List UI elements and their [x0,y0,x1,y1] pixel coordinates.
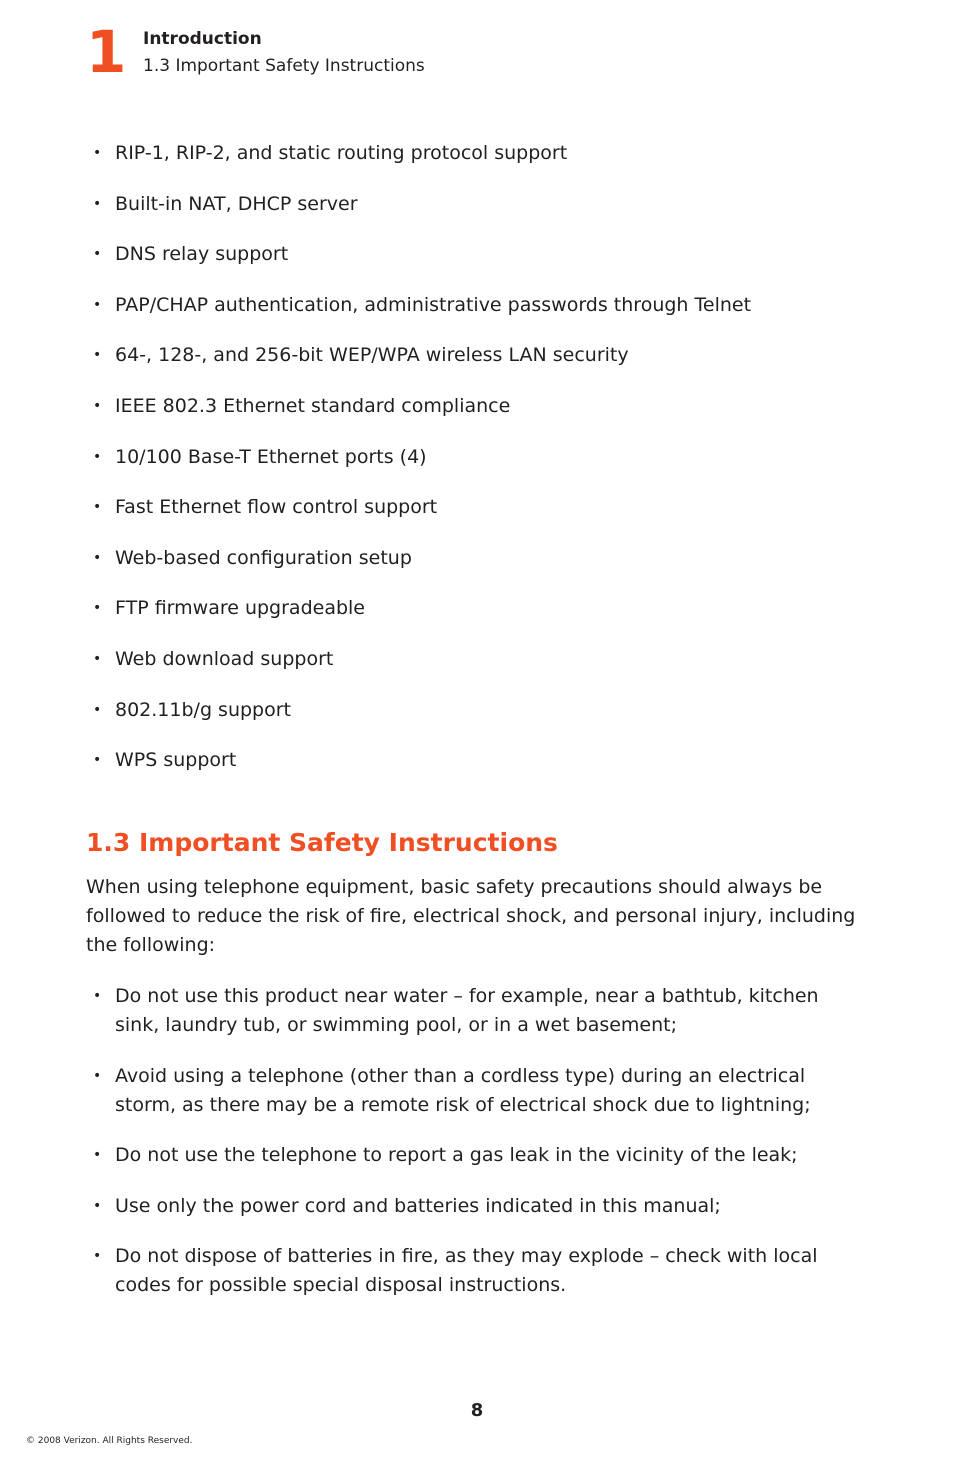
list-item-text: RIP-1, RIP-2, and static routing protocol support [115,142,568,164]
list-item-text: 802.11b/g support [115,698,291,721]
bullet-icon: • [93,549,102,566]
list-item [86,240,886,269]
list-item-text: Do not dispose of batteries in fire, as they may explode – check with local codes for possible special disposal instructions. [115,1245,818,1297]
list-item [86,1192,846,1221]
bullet-icon: • [93,397,102,414]
bullet-icon: • [93,195,102,212]
list-item [86,544,886,573]
bullet-icon: • [93,347,102,364]
safety-list [86,982,846,1322]
list-item-text: Use only the power cord and batteries indicated in this manual; [115,1194,721,1217]
list-item-text: 10/100 Base-T Ethernet ports (4) [115,445,427,468]
list-item-text: Avoid using a telephone (other than a cordless type) during an electrical storm, as there may be a remote risk of electrical shock due to lightning; [115,1064,811,1116]
list-item [86,341,886,370]
page-number: 8 [470,1400,484,1421]
list-item [86,746,886,775]
list-item [86,443,886,472]
chapter-number: 1 [86,18,125,86]
list-item [86,139,886,168]
bullet-icon: • [93,499,102,516]
header-section-label: 1.3 Important Safety Instructions [143,56,425,76]
list-item-text: WPS support [115,749,237,772]
list-item-text: FTP firmware upgradeable [115,597,365,620]
list-item [86,1242,846,1300]
list-item [86,493,886,522]
list-item-text: Web download support [115,647,334,670]
bullet-icon: • [93,246,102,263]
bullet-icon: • [93,988,102,1004]
list-item [86,291,886,320]
section-heading: 1.3 Important Safety Instructions [86,828,558,857]
bullet-icon: • [93,296,102,313]
list-item [86,1141,846,1170]
list-item-text: Built-in NAT, DHCP server [115,192,358,215]
list-item-text: IEEE 802.3 Ethernet standard compliance [115,394,511,417]
bullet-icon: • [93,145,102,161]
bullet-icon: • [93,600,102,617]
chapter-title: Introduction [143,29,262,49]
bullet-icon: • [93,701,102,718]
list-item [86,1062,846,1120]
bullet-icon: • [93,1248,102,1265]
list-item-text: Do not use the telephone to report a gas leak in the vicinity of the leak; [115,1144,798,1167]
bullet-icon: • [93,650,102,667]
intro-paragraph: When using telephone equipment, basic safety precautions should always be followed to reduce the risk of fire, electrical shock, and personal injury, including the following: [86,876,856,956]
list-item-text: Fast Ethernet flow control support [115,496,438,519]
bullet-icon: • [93,752,102,769]
list-item-text: PAP/CHAP authentication, administrative passwords through Telnet [115,293,752,316]
list-item [86,392,886,421]
running-header [143,26,425,80]
list-item [86,190,886,219]
list-item-text: Web-based configuration setup [115,546,412,569]
list-item [86,982,846,1040]
list-item [86,645,886,674]
bullet-icon: • [93,1147,102,1164]
list-item-text: Do not use this product near water – for example, near a bathtub, kitchen sink, laundry tub, or swimming pool, or in a wet basement; [115,985,819,1036]
copyright-notice: © 2008 Verizon. All Rights Reserved. [26,1436,193,1446]
bullet-icon: • [93,1067,102,1084]
list-item-text: DNS relay support [115,243,289,266]
list-item-text: 64-, 128-, and 256-bit WEP/WPA wireless LAN security [115,344,629,367]
list-item [86,696,886,725]
list-item [86,594,886,623]
bullet-icon: • [93,448,102,465]
features-list [86,139,886,797]
bullet-icon: • [93,1197,102,1214]
